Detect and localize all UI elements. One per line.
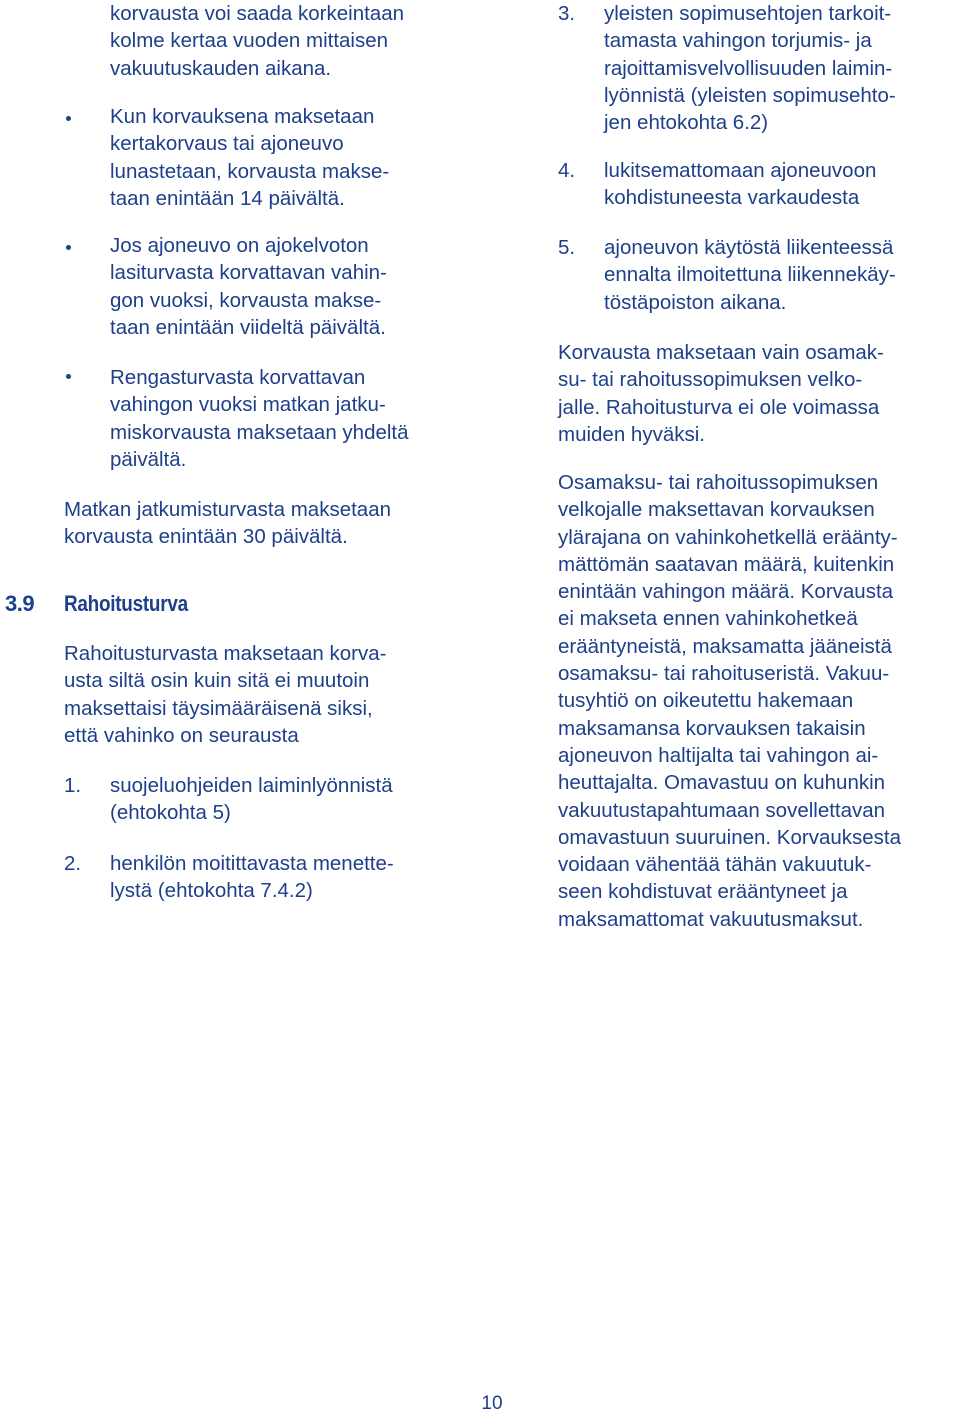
paragraph	[558, 339, 884, 448]
text-line: vakuutustapahtumaan sovellettavan	[558, 798, 886, 822]
list-number: 1.	[64, 774, 82, 797]
text-line: Jos ajoneuvo on ajokelvoton	[110, 234, 369, 257]
text-line: enintään vahingon määrä. Korvausta	[558, 580, 894, 604]
text-line: ajoneuvon haltijalta tai vahingon ai-	[558, 743, 879, 767]
text-line: ennalta ilmoitettuna liikennekäy-	[604, 263, 896, 287]
text-line: Matkan jatkumisturvasta maksetaan	[64, 498, 391, 521]
text-line: seen kohdistuvat erääntyneet ja	[558, 880, 848, 904]
text-line: kolme kertaa vuoden mittaisen	[110, 29, 389, 53]
paragraph	[64, 496, 391, 551]
text-line: rajoittamisvelvollisuuden laimin-	[604, 56, 893, 80]
text-line: su- tai rahoitussopimuksen velko-	[558, 368, 863, 392]
text-line: velkojalle maksettavan korvauksen	[558, 498, 875, 522]
text-line: kertakorvaus tai ajoneuvo	[110, 132, 344, 156]
list-item	[110, 772, 393, 827]
text-line: vahingon vuoksi matkan jatku-	[110, 393, 386, 417]
text-line: usta siltä osin kuin sitä ei muutoin	[64, 669, 370, 693]
intro-text	[110, 0, 404, 82]
text-line: ajoneuvon käytöstä liikenteessä	[604, 236, 894, 259]
text-line: korvausta enintään 30 päivältä.	[64, 525, 348, 549]
text-line: muiden hyväksi.	[558, 422, 705, 446]
bullet-icon	[66, 374, 71, 379]
text-line: henkilön moitittavasta menette-	[110, 852, 394, 875]
text-line: yleisten sopimusehtojen tarkoit-	[604, 2, 892, 25]
text-line: ei makseta ennen vahinkohetkeä	[558, 607, 858, 631]
text-line: jalle. Rahoitusturva ei ole voimassa	[558, 395, 880, 419]
text-line: taan enintään 14 päivältä.	[110, 186, 345, 210]
text-line: jen ehtokohta 6.2)	[604, 111, 769, 135]
bullet-icon	[66, 245, 71, 250]
text-line: vakuutuskauden aikana.	[110, 56, 332, 80]
text-line: maksettaisi täysimääräisenä siksi,	[64, 696, 373, 720]
text-line: Korvausta maksetaan vain osamak-	[558, 341, 884, 364]
bullet-icon	[66, 116, 71, 121]
text-line: heuttajalta. Omavastuu on kuhunkin	[558, 771, 886, 795]
list-number: 4.	[558, 159, 576, 182]
text-line: tamasta vahingon torjumis- ja	[604, 29, 872, 53]
text-line: mättömän saatavan määrä, kuitenkin	[558, 552, 895, 576]
text-line: Osamaksu- tai rahoitussopimuksen	[558, 471, 879, 494]
text-line: lukitsemattomaan ajoneuvoon	[604, 159, 877, 182]
text-line: töstäpoiston aikana.	[604, 290, 787, 314]
text-line: gon vuoksi, korvausta makse-	[110, 288, 382, 312]
text-line: osamaksu- tai rahoituseristä. Vakuu-	[558, 662, 890, 686]
text-line: Kun korvauksena maksetaan	[110, 105, 375, 128]
text-line: että vahinko on seurausta	[64, 723, 299, 747]
list-item	[604, 157, 876, 212]
text-line: (ehtokohta 5)	[110, 801, 231, 825]
text-line: erääntyneistä, maksamatta jääneistä	[558, 634, 892, 658]
text-line: miskorvausta maksetaan yhdeltä	[110, 420, 409, 444]
bullet-item	[110, 232, 387, 341]
list-number: 2.	[64, 852, 82, 875]
text-line: kohdistuneesta varkaudesta	[604, 186, 860, 210]
list-number: 5.	[558, 236, 576, 259]
page-number: 10	[481, 1393, 503, 1414]
list-item	[604, 0, 896, 136]
text-line: lunastetaan, korvausta makse-	[110, 159, 390, 183]
text-line: lystä (ehtokohta 7.4.2)	[110, 879, 313, 903]
list-item	[604, 234, 896, 316]
section-title: Rahoitusturva	[64, 591, 188, 616]
section-number: 3.9	[5, 591, 35, 616]
text-line: Rahoitusturvasta maksetaan korva-	[64, 642, 387, 665]
list-number: 3.	[558, 2, 576, 25]
text-line: Rengasturvasta korvattavan	[110, 366, 366, 389]
text-line: maksamattomat vakuutusmaksut.	[558, 907, 864, 931]
text-line: korvausta voi saada korkeintaan	[110, 2, 405, 25]
text-line: taan enintään viideltä päivältä.	[110, 315, 386, 339]
text-line: ylärajana on vahinkohetkellä eräänty-	[558, 525, 898, 549]
text-line: lyönnistä (yleisten sopimusehto-	[604, 83, 896, 107]
bullet-item	[110, 364, 409, 473]
text-line: tusyhtiö on oikeutettu hakemaan	[558, 689, 854, 713]
paragraph	[558, 469, 901, 933]
text-line: suojeluohjeiden laiminlyönnistä	[110, 774, 393, 797]
text-line: lasiturvasta korvattavan vahin-	[110, 261, 387, 285]
text-line: omavastuun suuruinen. Korvauksesta	[558, 825, 902, 849]
text-line: päivältä.	[110, 447, 187, 471]
text-line: maksamansa korvauksen takaisin	[558, 716, 866, 740]
text-line: voidaan vähentää tähän vakuutuk-	[558, 853, 872, 877]
paragraph	[64, 640, 386, 749]
bullet-item	[110, 103, 389, 212]
list-item	[110, 850, 394, 905]
